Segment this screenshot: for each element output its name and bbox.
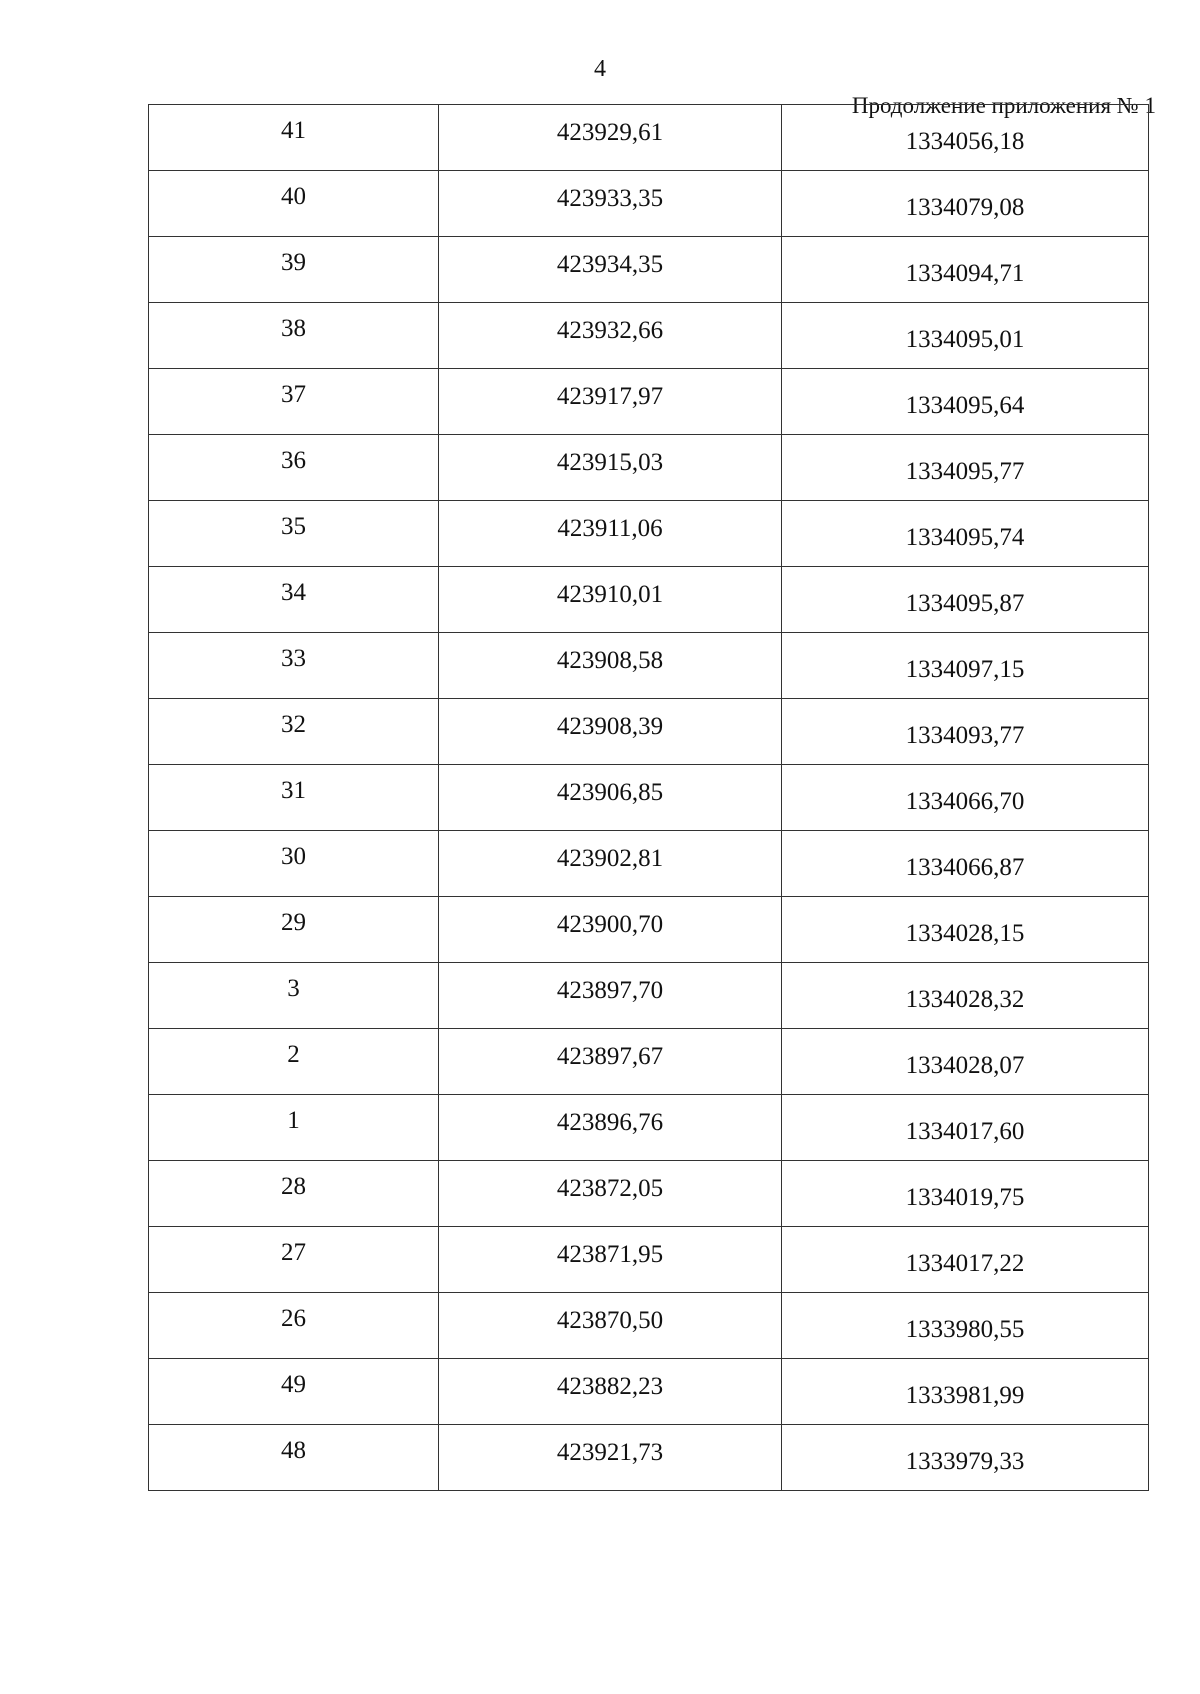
table-row xyxy=(149,1029,1149,1095)
x-coordinate-cell: 423896,76 xyxy=(439,1095,782,1161)
x-coordinate-cell: 423933,35 xyxy=(439,171,782,237)
x-coordinate-cell: 423897,70 xyxy=(439,963,782,1029)
x-coordinate-cell: 423902,81 xyxy=(439,831,782,897)
point-number-cell: 35 xyxy=(149,501,439,567)
point-number-cell: 34 xyxy=(149,567,439,633)
x-coordinate-cell: 423932,66 xyxy=(439,303,782,369)
table-row xyxy=(149,633,1149,699)
point-number-cell: 37 xyxy=(149,369,439,435)
point-number-cell: 32 xyxy=(149,699,439,765)
point-number-cell: 39 xyxy=(149,237,439,303)
point-number-cell: 41 xyxy=(149,105,439,171)
y-coordinate-cell: 1334095,64 xyxy=(782,369,1149,435)
point-number-cell: 36 xyxy=(149,435,439,501)
y-coordinate-cell: 1334095,87 xyxy=(782,567,1149,633)
point-number-cell: 3 xyxy=(149,963,439,1029)
x-coordinate-cell: 423910,01 xyxy=(439,567,782,633)
table-row xyxy=(149,435,1149,501)
table-row xyxy=(149,765,1149,831)
y-coordinate-cell: 1334095,74 xyxy=(782,501,1149,567)
x-coordinate-cell: 423915,03 xyxy=(439,435,782,501)
y-coordinate-cell: 1334093,77 xyxy=(782,699,1149,765)
point-number-cell: 28 xyxy=(149,1161,439,1227)
point-number-cell: 48 xyxy=(149,1425,439,1491)
page-number: 4 xyxy=(594,56,606,82)
y-coordinate-cell: 1334019,75 xyxy=(782,1161,1149,1227)
x-coordinate-cell: 423906,85 xyxy=(439,765,782,831)
x-coordinate-cell: 423882,23 xyxy=(439,1359,782,1425)
table-row xyxy=(149,567,1149,633)
x-coordinate-cell: 423921,73 xyxy=(439,1425,782,1491)
point-number-cell: 31 xyxy=(149,765,439,831)
y-coordinate-cell: 1334028,15 xyxy=(782,897,1149,963)
point-number-cell: 33 xyxy=(149,633,439,699)
x-coordinate-cell: 423917,97 xyxy=(439,369,782,435)
table-row xyxy=(149,1095,1149,1161)
table-row xyxy=(149,171,1149,237)
table-row xyxy=(149,1227,1149,1293)
y-coordinate-cell: 1334097,15 xyxy=(782,633,1149,699)
table-row xyxy=(149,501,1149,567)
x-coordinate-cell: 423900,70 xyxy=(439,897,782,963)
appendix-continuation-note: Продолжение приложения № 1 xyxy=(851,93,1156,118)
point-number-cell: 27 xyxy=(149,1227,439,1293)
x-coordinate-cell: 423908,39 xyxy=(439,699,782,765)
x-coordinate-cell: 423897,67 xyxy=(439,1029,782,1095)
coordinates-table xyxy=(148,104,1149,1491)
y-coordinate-cell: 1334056,18 xyxy=(782,105,1149,171)
y-coordinate-cell: 1334017,22 xyxy=(782,1227,1149,1293)
point-number-cell: 2 xyxy=(149,1029,439,1095)
y-coordinate-cell: 1333980,55 xyxy=(782,1293,1149,1359)
y-coordinate-cell: 1334028,32 xyxy=(782,963,1149,1029)
point-number-cell: 49 xyxy=(149,1359,439,1425)
y-coordinate-cell: 1333981,99 xyxy=(782,1359,1149,1425)
table-row xyxy=(149,1293,1149,1359)
table-row xyxy=(149,369,1149,435)
y-coordinate-cell: 1334066,87 xyxy=(782,831,1149,897)
point-number-cell: 38 xyxy=(149,303,439,369)
y-coordinate-cell: 1334079,08 xyxy=(782,171,1149,237)
point-number-cell: 40 xyxy=(149,171,439,237)
y-coordinate-cell: 1334095,01 xyxy=(782,303,1149,369)
x-coordinate-cell: 423870,50 xyxy=(439,1293,782,1359)
table-row xyxy=(149,699,1149,765)
point-number-cell: 26 xyxy=(149,1293,439,1359)
table-row xyxy=(149,303,1149,369)
y-coordinate-cell: 1334017,60 xyxy=(782,1095,1149,1161)
table-row xyxy=(149,1359,1149,1425)
coordinates-table-body xyxy=(149,105,1149,1491)
x-coordinate-cell: 423929,61 xyxy=(439,105,782,171)
table-row xyxy=(149,1161,1149,1227)
y-coordinate-cell: 1333979,33 xyxy=(782,1425,1149,1491)
x-coordinate-cell: 423908,58 xyxy=(439,633,782,699)
table-row xyxy=(149,105,1149,171)
x-coordinate-cell: 423911,06 xyxy=(439,501,782,567)
point-number-cell: 30 xyxy=(149,831,439,897)
point-number-cell: 29 xyxy=(149,897,439,963)
y-coordinate-cell: 1334095,77 xyxy=(782,435,1149,501)
y-coordinate-cell: 1334094,71 xyxy=(782,237,1149,303)
y-coordinate-cell: 1334066,70 xyxy=(782,765,1149,831)
table-row xyxy=(149,831,1149,897)
table-row xyxy=(149,237,1149,303)
x-coordinate-cell: 423871,95 xyxy=(439,1227,782,1293)
table-row xyxy=(149,897,1149,963)
table-row xyxy=(149,963,1149,1029)
x-coordinate-cell: 423872,05 xyxy=(439,1161,782,1227)
y-coordinate-cell: 1334028,07 xyxy=(782,1029,1149,1095)
table-row xyxy=(149,1425,1149,1491)
x-coordinate-cell: 423934,35 xyxy=(439,237,782,303)
point-number-cell: 1 xyxy=(149,1095,439,1161)
